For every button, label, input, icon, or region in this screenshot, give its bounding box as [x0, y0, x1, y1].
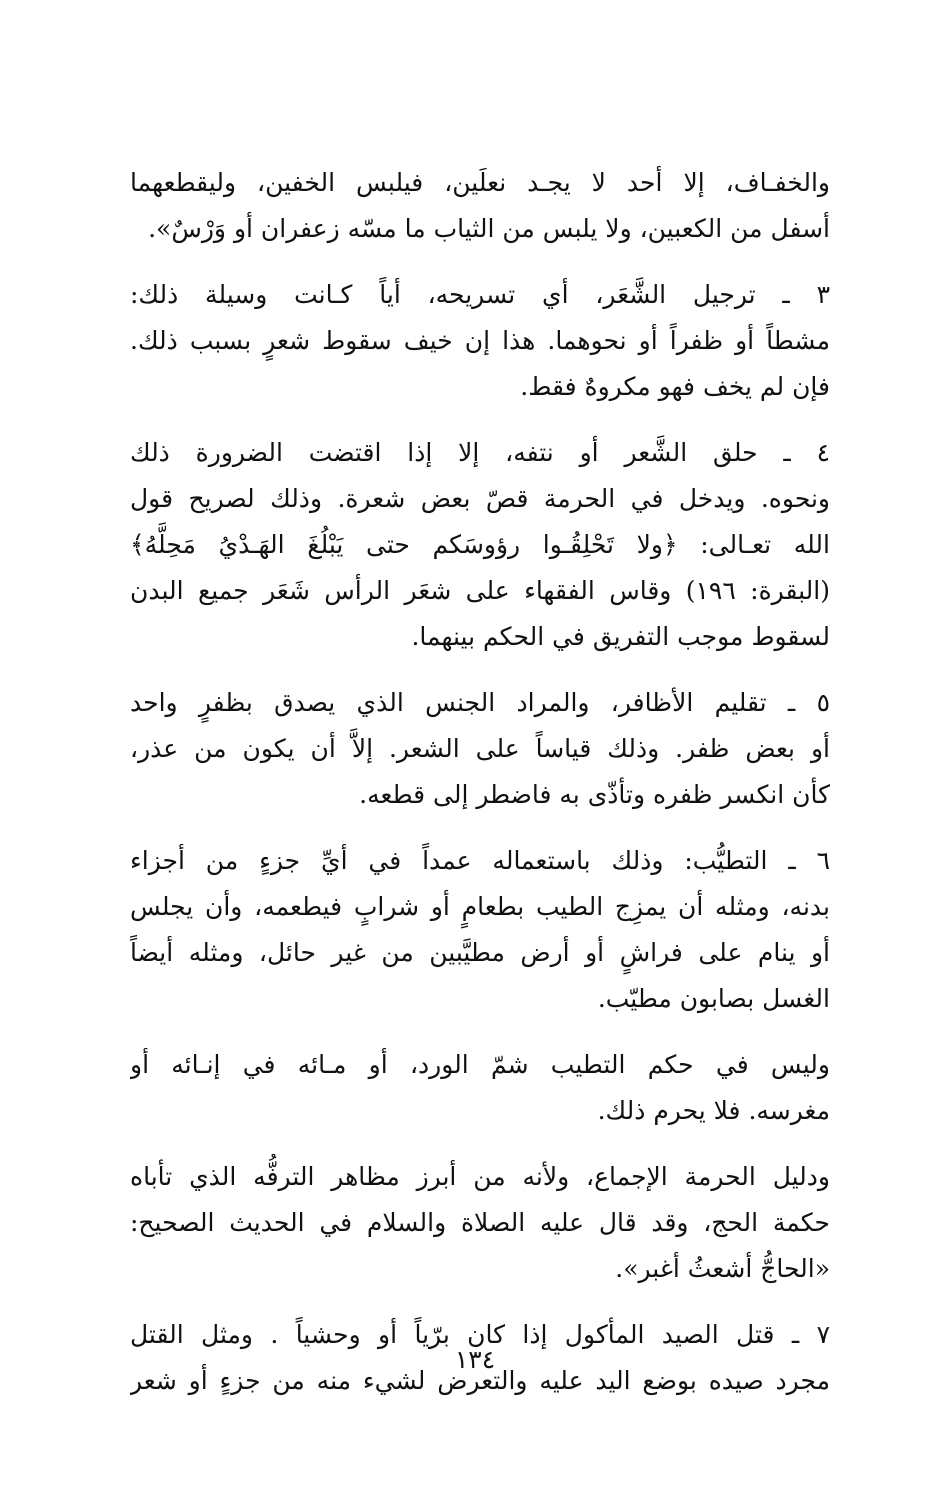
- text-line: (البقرة: ١٩٦) وقاس الفقهاء على شعَر الرأس شَعَر جميع البدن: [130, 576, 830, 605]
- text-line: مشطاً أو ظفراً أو نحوهما. هذا إن خيف سقوط شعرٍ بسبب ذلك.: [130, 326, 830, 355]
- paragraph: [130, 680, 830, 818]
- text-line: ودليل الحرمة الإجماع، ولأنه من أبرز مظاهر الترفُّه الذي تأباه: [130, 1162, 830, 1191]
- text-line: حكمة الحج، وقد قال عليه الصلاة والسلام في الحديث الصحيح:: [130, 1208, 830, 1237]
- text-line: مجرد صيده بوضع اليد عليه والتعرض لشيء منه من جزءٍ أو شعر: [130, 1366, 830, 1395]
- text-line: أو بعض ظفر. وذلك قياساً على الشعر. إلاَّ أن يكون من عذر،: [130, 734, 830, 763]
- text-line: أو ينام على فراشٍ أو أرض مطيَّبين من غير حائل، ومثله أيضاً: [130, 938, 830, 967]
- text-line: ٥ ـ تقليم الأظافر، والمراد الجنس الذي يصدق بظفرٍ واحد: [130, 688, 830, 717]
- text-line: ٧ ـ قتل الصيد المأكول إذا كان برّياً أو وحشياً . ومثل القتل: [130, 1320, 830, 1349]
- text-line: مغرسه. فلا يحرم ذلك.: [597, 1096, 830, 1125]
- paragraph: [130, 160, 830, 252]
- paragraph: [130, 1154, 830, 1292]
- text-line: ٣ ـ ترجيل الشَّعَر، أي تسريحه، أياً كـانت وسيلة ذلك:: [130, 280, 830, 309]
- paragraph: [130, 272, 830, 410]
- paragraph: [130, 430, 830, 660]
- text-line: أسفل من الكعبين، ولا يلبس من الثياب ما مسّه زعفران أو وَرْسٌ».: [148, 214, 830, 243]
- text-line: فإن لم يخف فهو مكروهٌ فقط.: [520, 372, 830, 401]
- paragraph: [130, 1042, 830, 1134]
- text-line: ٦ ـ التطيُّب: وذلك باستعماله عمداً في أيِّ جزءٍ من أجزاء: [130, 846, 830, 875]
- text-line: الله تعـالى: ﴿ولا تَحْلِقُـوا رؤوسَكم حتى يَبْلُغَ الهَـدْيُ مَحِلَّهُ﴾: [130, 530, 830, 559]
- text-line: بدنه، ومثله أن يمزِج الطيب بطعامٍ أو شرابٍ فيطعمه، وأن يجلس: [130, 892, 830, 921]
- text-line: ونحوه. ويدخل في الحرمة قصّ بعض شعرة. وذلك لصريح قول: [130, 484, 830, 513]
- text-line: الغسل بصابون مطيّب.: [597, 984, 830, 1013]
- text-line: ٤ ـ حلق الشَّعر أو نتفه، إلا إذا اقتضت الضرورة ذلك: [130, 438, 830, 467]
- page-number: ١٣٤: [454, 1345, 496, 1374]
- body-text: [130, 160, 830, 1424]
- text-line: «الحاجُّ أشعثُ أغبر».: [615, 1254, 830, 1283]
- text-line: لسقوط موجب التفريق في الحكم بينهما.: [411, 622, 830, 651]
- text-line: وليس في حكم التطيب شمّ الورد، أو مـائه في إنـائه أو: [130, 1050, 830, 1079]
- paragraph: [130, 838, 830, 1022]
- text-line: كأن انكسر ظفره وتأذّى به فاضطر إلى قطعه.: [359, 780, 830, 809]
- text-line: والخفـاف، إلا أحد لا يجـد نعلَين، فيلبس الخفين، وليقطعهما: [130, 168, 830, 197]
